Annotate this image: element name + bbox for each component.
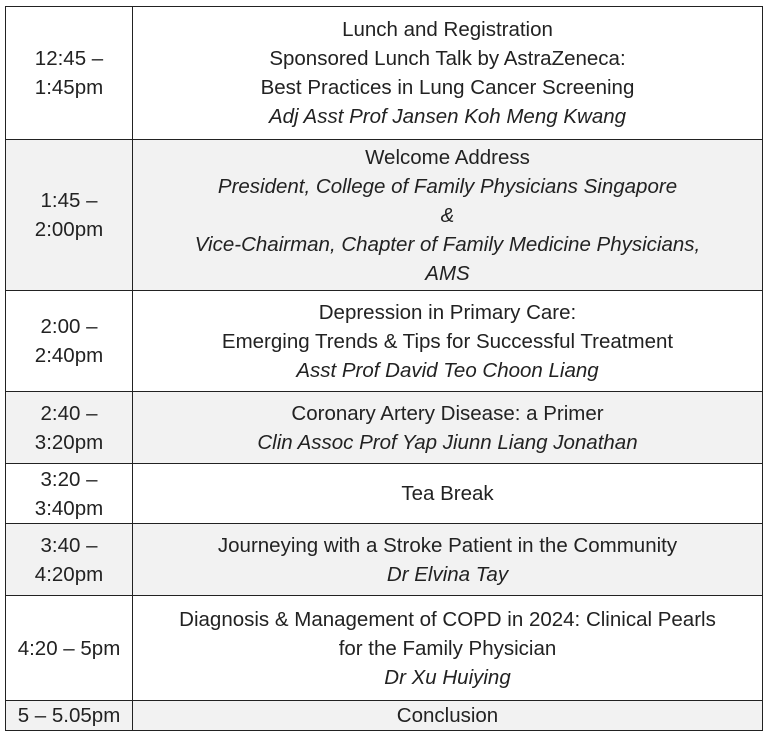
schedule-row <box>6 596 763 701</box>
time-text: 3:40 – <box>40 533 98 557</box>
time-cell <box>6 7 133 140</box>
speaker-text: Vice-Chairman, Chapter of Family Medicine Physicians, <box>194 232 701 256</box>
session-title: Depression in Primary Care: <box>318 300 577 324</box>
time-text: 4:20 – 5pm <box>17 636 121 660</box>
session-title: Coronary Artery Disease: a Primer <box>291 401 604 425</box>
time-text: 2:40 – <box>40 401 98 425</box>
schedule-row <box>6 140 763 291</box>
schedule-body <box>6 7 763 731</box>
time-cell <box>6 464 133 524</box>
schedule-row <box>6 392 763 464</box>
session-title: Lunch and Registration <box>342 18 553 41</box>
time-text: 2:00 – <box>40 315 98 338</box>
time-text: 5 – 5.05pm <box>17 704 121 727</box>
time-text: 1:45pm <box>34 76 104 99</box>
time-text: 3:20 – <box>40 467 98 491</box>
time-cell <box>6 701 133 731</box>
session-cell <box>133 140 763 291</box>
speaker-text: Asst Prof David Teo Choon Liang <box>296 358 599 382</box>
session-cell <box>133 524 763 596</box>
session-cell <box>133 596 763 701</box>
session-title: Welcome Address <box>365 145 530 169</box>
speaker-text: AMS <box>425 261 470 285</box>
time-cell <box>6 392 133 464</box>
schedule-row <box>6 291 763 392</box>
speaker-text: Clin Assoc Prof Yap Jiunn Liang Jonathan <box>257 430 638 454</box>
time-cell <box>6 140 133 291</box>
session-cell <box>133 701 763 731</box>
speaker-text: Adj Asst Prof Jansen Koh Meng Kwang <box>268 105 627 128</box>
session-title: Diagnosis & Management of COPD in 2024: Clinical Pearls <box>179 607 716 631</box>
time-cell <box>6 596 133 701</box>
time-text: 2:00pm <box>34 218 104 241</box>
session-title: for the Family Physician <box>338 636 557 660</box>
session-cell <box>133 392 763 464</box>
schedule-row <box>6 524 763 596</box>
session-title: Sponsored Lunch Talk by AstraZeneca: <box>269 47 626 70</box>
session-title: Best Practices in Lung Cancer Screening <box>260 76 635 99</box>
session-title: Tea Break <box>401 482 494 505</box>
speaker-text: Dr Xu Huiying <box>384 665 511 689</box>
schedule-row <box>6 464 763 524</box>
time-cell <box>6 291 133 392</box>
session-cell <box>133 464 763 524</box>
time-text: 3:40pm <box>34 496 104 520</box>
speaker-text: & <box>440 203 455 227</box>
time-cell <box>6 524 133 596</box>
time-text: 2:40pm <box>34 344 104 367</box>
session-title: Conclusion <box>396 704 499 727</box>
schedule-table <box>5 6 763 731</box>
schedule-row <box>6 7 763 140</box>
time-text: 4:20pm <box>34 562 104 586</box>
speaker-text: Dr Elvina Tay <box>386 562 509 586</box>
session-cell <box>133 291 763 392</box>
time-text: 3:20pm <box>34 430 104 454</box>
session-cell <box>133 7 763 140</box>
session-title: Journeying with a Stroke Patient in the Community <box>217 533 678 557</box>
speaker-text: President, College of Family Physicians Singapore <box>217 174 678 198</box>
time-text: 1:45 – <box>40 189 98 212</box>
time-text: 12:45 – <box>34 47 104 70</box>
schedule-row <box>6 701 763 731</box>
session-title: Emerging Trends & Tips for Successful Treatment <box>221 329 674 353</box>
